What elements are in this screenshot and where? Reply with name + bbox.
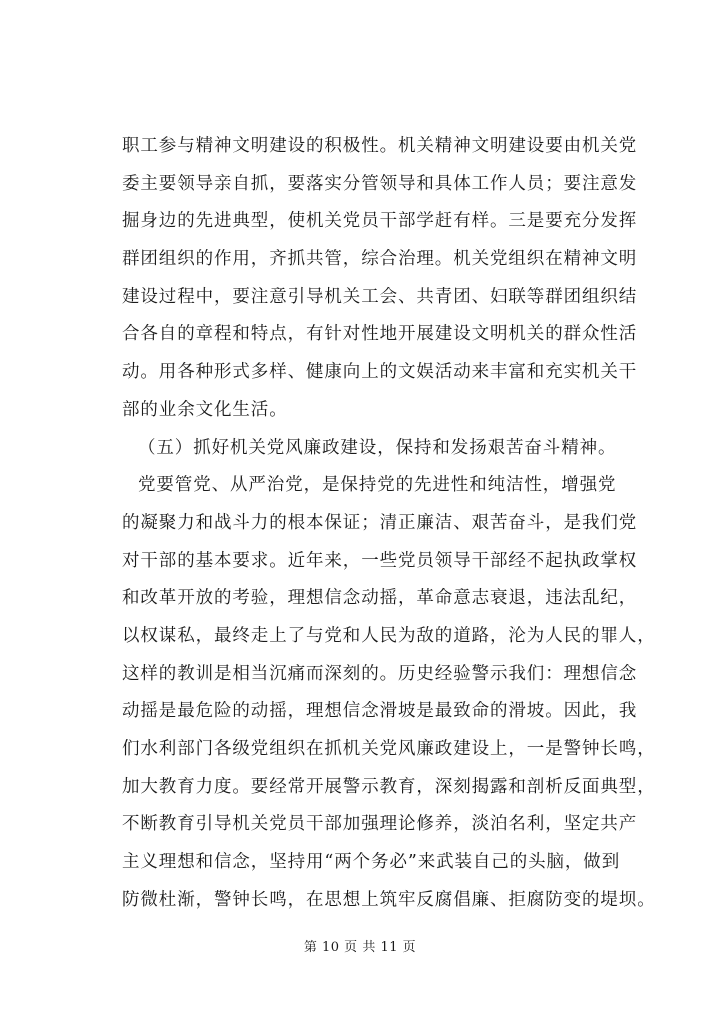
section-heading: （五）抓好机关党风廉政建设，保持和发扬艰苦奋斗精神。 (138, 437, 617, 458)
text-line: 以权谋私，最终走上了与党和人民为敌的道路，沦为人民的罪人， (122, 625, 656, 646)
text-line: 们水利部门各级党组织在抓机关党风廉政建设上，一是警钟长鸣， (122, 739, 656, 759)
body-text (122, 128, 656, 919)
text-line: 职工参与精神文明建设的积极性。机关精神文明建设要由机关党 (122, 136, 638, 156)
text-line: 对干部的基本要求。近年来，一些党员领导干部经不起执政掌权 (122, 550, 638, 571)
page-number: 第 10 页 共 11 页 (303, 940, 417, 955)
text-line: 群团组织的作用，齐抓共管，综合治理。机关党组织在精神文明 (122, 249, 638, 270)
text-line: 加大教育力度。要经常开展警示教育，深刻揭露和剖析反面典型， (122, 776, 656, 797)
text-line: 这样的教训是相当沉痛而深刻的。历史经验警示我们：理想信念 (122, 663, 638, 684)
text-line: 不断教育引导机关党员干部加强理论修养，淡泊名利，坚定共产 (122, 814, 638, 835)
text-line: 掘身边的先进典型，使机关党员干部学赶有样。三是要充分发挥 (122, 211, 638, 232)
text-line: 部的业余文化生活。 (122, 399, 288, 420)
paragraph-first-line: 党要管党、从严治党，是保持党的先进性和纯洁性，增强党 (138, 475, 617, 496)
text-line: 的凝聚力和战斗力的根本保证；清正廉洁、艰苦奋斗，是我们党 (122, 512, 638, 533)
text-line: 动。用各种形式多样、健康向上的文娱活动来丰富和充实机关干 (122, 362, 638, 383)
text-line: 动摇是最危险的动摇，理想信念滑坡是最致命的滑坡。因此，我 (122, 701, 638, 722)
text-line: 委主要领导亲自抓，要落实分管领导和具体工作人员；要注意发 (122, 173, 638, 194)
text-line: 主义理想和信念，坚持用“两个务必”来武装自己的头脑，做到 (122, 852, 621, 873)
text-line: 防微杜渐，警钟长鸣，在思想上筑牢反腐倡廉、拒腐防变的堤坝。 (122, 889, 656, 910)
text-line: 合各自的章程和特点，有针对性地开展建设文明机关的群众性活 (122, 324, 638, 345)
text-line: 和改革开放的考验，理想信念动摇，革命意志衰退，违法乱纪， (122, 588, 638, 609)
text-line: 建设过程中，要注意引导机关工会、共青团、妇联等群团组织结 (122, 286, 638, 307)
